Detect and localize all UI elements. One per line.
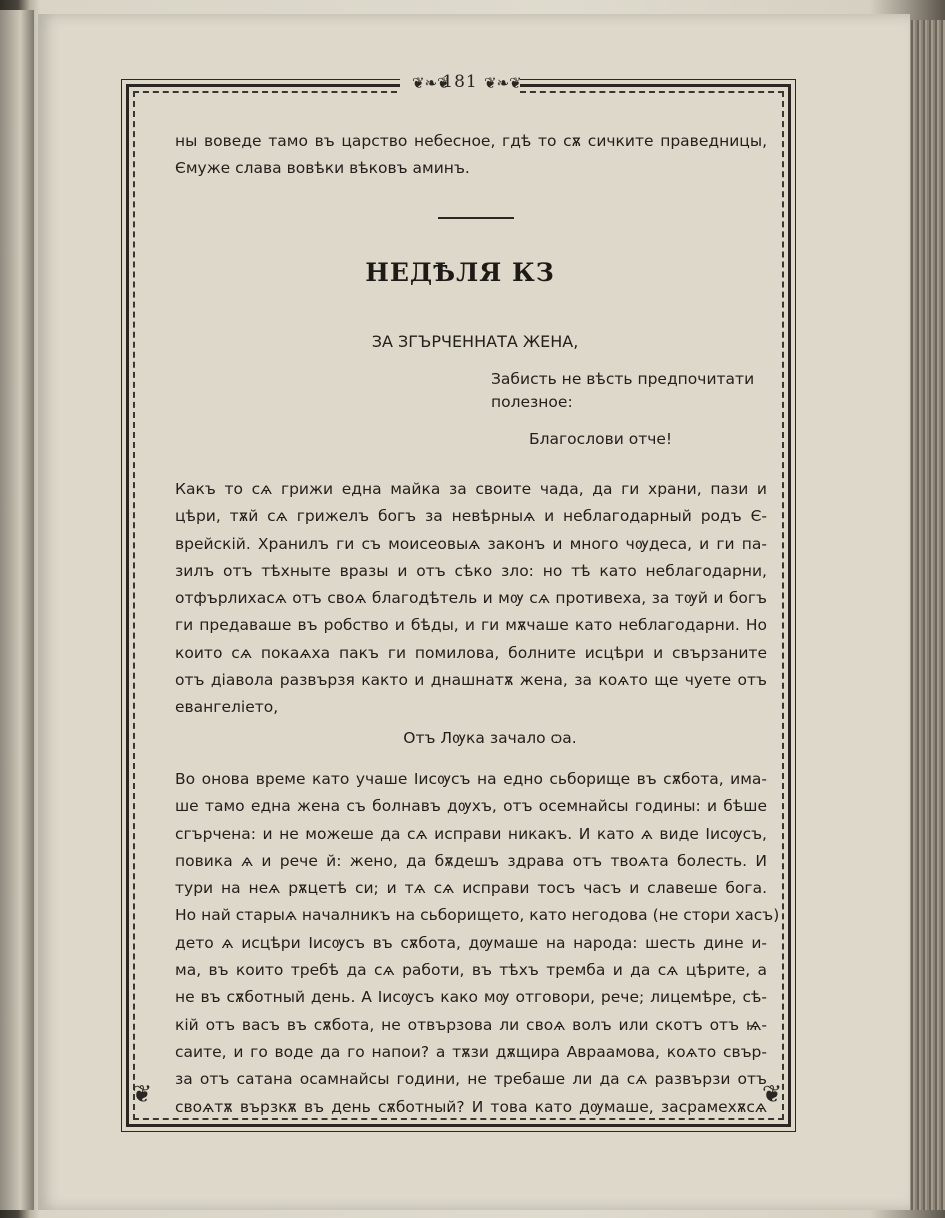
epigraph: [491, 368, 773, 414]
text-line: сгърчена: и не можеше да сѧ исправи никакъ. И като ѧ виде Іисѹсъ,: [175, 824, 767, 843]
blessing: Благослови отче!: [529, 430, 673, 448]
continuation-text: [175, 128, 767, 183]
floral-ornament-icon: ❦❧❦: [484, 74, 522, 92]
text-line: полезное:: [491, 393, 573, 411]
fleuron-icon: ❦: [132, 1080, 153, 1108]
text-line: ма, въ които требѣ да сѧ работи, въ тѣхъ тремба и да сѧ цѣрите, а: [175, 961, 767, 980]
text-line: зилъ отъ тѣхныте вразы и отъ сѣко зло: но тѣ като неблагодарни,: [175, 561, 767, 580]
text-line: евангеліето,: [175, 698, 279, 717]
text-line: врейскій. Хранилъ ги съ моисеовыѧ законъ и много чѹдеса, и ги па-: [175, 534, 767, 553]
sermon-paragraph: [175, 476, 767, 722]
text-line: Ємуже слава вовѣки вѣковъ аминъ.: [175, 159, 470, 178]
text-line: кій отъ васъ въ сѫбота, не отвързова ли своѧ волъ или скотъ отъ ѩ-: [175, 1015, 767, 1034]
text-line: Забисть не вѣсть предпочитати: [491, 370, 755, 388]
text-line: тури на неѧ рѫцетѣ си; и тѧ сѧ исправи тосъ часъ и славеше бога.: [175, 879, 767, 898]
text-line: саите, и го воде да го напои? а тѫзи дѫщира Авраамова, коѧто свър-: [175, 1042, 767, 1061]
text-line: ги предаваше въ робство и бѣды, и ги мѫчаше като неблагодарни. Но: [175, 616, 767, 635]
text-line: отфърлихасѧ отъ своѧ благодѣтель и мѹ сѧ противеха, за тѹй и богъ: [175, 589, 767, 608]
text-line: дето ѧ исцѣри Іисѹсъ въ сѫбота, дѹмаше на народа: шесть дине и-: [175, 933, 767, 952]
gospel-paragraph: [175, 766, 780, 1121]
text-line: за отъ сатана осамнайсы години, не требаше ли да сѧ развързи отъ: [175, 1070, 767, 1089]
gospel-reading-title: Отъ Лѹка зачало ѻа.: [403, 729, 577, 747]
fleuron-icon: ❦: [762, 1080, 783, 1108]
text-line: не въ сѫботный день. А Іисѹсъ како мѹ отговори, рече; лицемѣре, сѣ-: [175, 988, 767, 1007]
sermon-subtitle: ЗА ЗГЪРЧЕННАТА ЖЕНА,: [371, 332, 579, 351]
text-line: отъ діавола развързя както и днашнатѫ жена, за коѧто ще чуете отъ: [175, 671, 767, 690]
text-line: цѣри, тѫй сѧ грижелъ богъ за невѣрныѧ и неблагодарный родъ Є-: [175, 507, 767, 526]
page-stack-edge: [911, 20, 945, 1210]
facing-page-edge: [0, 10, 34, 1210]
text-line: Во онова време като учаше Іисѹсъ на едно сьборище въ сѫбота, има-: [175, 770, 767, 788]
text-line: Какъ то сѧ грижи една майка за своите чада, да ги храни, пази и: [175, 480, 767, 498]
text-line: своѧтѫ вързкѫ въ день сѫботный? И това като дѹмаше, засрамехѫсѧ: [175, 1097, 767, 1116]
text-line: повика ѧ и рече й: жено, да бѫдешъ здрава отъ твоѧта болесть. И: [175, 851, 767, 870]
section-divider: [438, 217, 514, 219]
text-line: ны воведе тамо въ царство небесное, гдѣ то сѫ сичките праведницы,: [175, 132, 767, 150]
page-title: НЕДѢЛЯ КЗ: [365, 258, 555, 287]
text-line: ше тамо една жена съ болнавъ дѹхъ, отъ осемнайсы годины: и бѣше: [175, 797, 767, 816]
page-number: 181: [442, 72, 478, 92]
text-line: които сѧ покаѧха пакъ ги помилова, болните исцѣри и свързаните: [175, 643, 767, 662]
text-line: Но най старыѧ началникъ на сьборището, като негодова (не стори хасъ): [175, 906, 780, 925]
floral-ornament-icon: ❦❧❦: [412, 74, 450, 92]
